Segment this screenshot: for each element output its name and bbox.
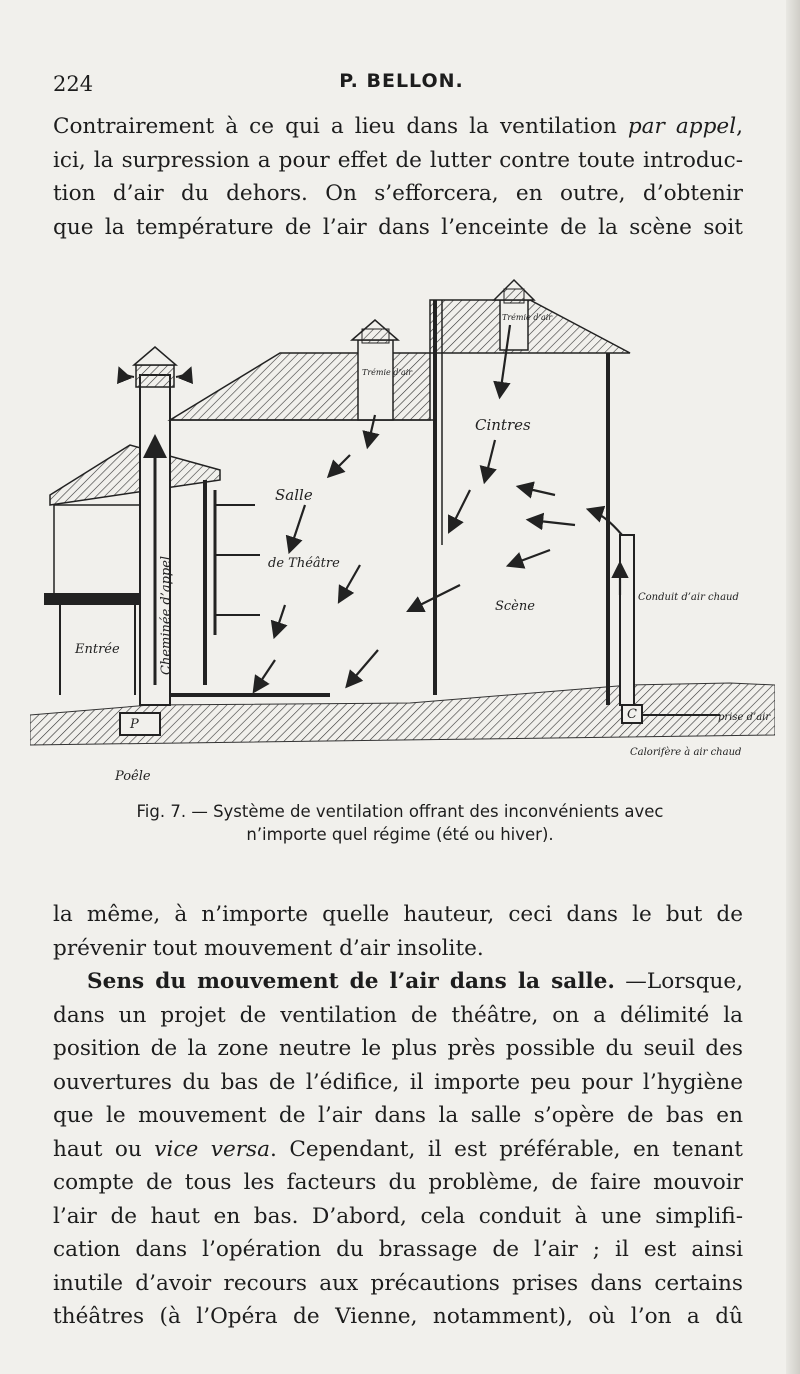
text-line: théâtres (à l’Opéra de Vienne, notamment), où l’on a dû	[53, 1304, 743, 1329]
label-tremie-2: Trémie d’air	[502, 313, 553, 322]
text-line: Contrairement à ce qui a lieu dans la ventilation par appel,	[53, 114, 743, 139]
page-edge-shadow	[786, 0, 800, 1374]
running-head: P. BELLON.	[339, 70, 464, 92]
text-line: position de la zone neutre le plus près possible du seuil des	[53, 1036, 743, 1061]
text-line: tion d’air du dehors. On s’efforcera, en outre, d’obtenir	[53, 181, 743, 206]
entrance-annex	[44, 445, 220, 695]
label-salle: Salle	[275, 486, 313, 504]
caption-line: Fig. 7. — Système de ventilation offrant des inconvénients avec	[136, 802, 664, 821]
text-line: l’air de haut en bas. D’abord, cela conduit à une simplifi-	[53, 1203, 743, 1229]
text-line: cation dans l’opération du brassage de l’air ; il est ainsi	[53, 1237, 743, 1262]
text-line: compte de tous les facteurs du problème, de faire mouvoir	[53, 1170, 743, 1195]
paragraph-after	[53, 898, 743, 1334]
chimney	[120, 347, 190, 735]
text-line: que le mouvement de l’air dans la salle s’opère de bas en	[53, 1103, 743, 1128]
label-c-box: C	[627, 707, 637, 722]
label-entree: Entrée	[75, 642, 120, 657]
label-de-theatre: de Théâtre	[268, 556, 340, 571]
section-heading: Sens du mouvement de l’air dans la salle.	[87, 969, 615, 994]
text-line: la même, à n’importe quelle hauteur, ceci dans le but de	[53, 902, 743, 927]
figure-ventilation-diagram	[30, 265, 775, 790]
text-line: prévenir tout mouvement d’air insolite.	[53, 935, 484, 961]
text-line: dans un projet de ventilation de théâtre, on a délimité la	[53, 1002, 743, 1028]
page-number: 224	[53, 72, 94, 96]
label-cintres: Cintres	[475, 416, 531, 434]
label-calorifere: Calorifère à air chaud	[630, 747, 742, 758]
label-tremie-1: Trémie d’air	[362, 368, 413, 377]
label-p-box: P	[130, 717, 139, 732]
text-line: haut ou vice versa. Cependant, il est préférable, en tenant	[53, 1136, 743, 1162]
text-line: inutile d’avoir recours aux précautions prises dans certains	[53, 1270, 743, 1296]
page-header	[53, 70, 750, 100]
text-line: ouvertures du bas de l’édifice, il importe peu pour l’hygiène	[53, 1069, 743, 1095]
text-line: que la température de l’air dans l’enceinte de la scène soit	[53, 214, 743, 240]
label-scene: Scène	[495, 599, 535, 614]
label-prise: prise d’air	[718, 712, 771, 723]
label-cheminee: Cheminée d’appel	[159, 555, 174, 675]
label-poele: Poêle	[115, 769, 151, 784]
section-heading-line: Sens du mouvement de l’air dans la salle. —Lorsque,	[87, 969, 743, 994]
text-line: ici, la surpression a pour effet de lutter contre toute introduc-	[53, 147, 743, 173]
caption-line: n’importe quel régime (été ou hiver).	[246, 825, 554, 844]
stage-tower	[430, 280, 720, 723]
label-conduit: Conduit d’air chaud	[638, 592, 739, 603]
figure-caption	[60, 800, 740, 846]
paragraph-top	[53, 110, 743, 244]
